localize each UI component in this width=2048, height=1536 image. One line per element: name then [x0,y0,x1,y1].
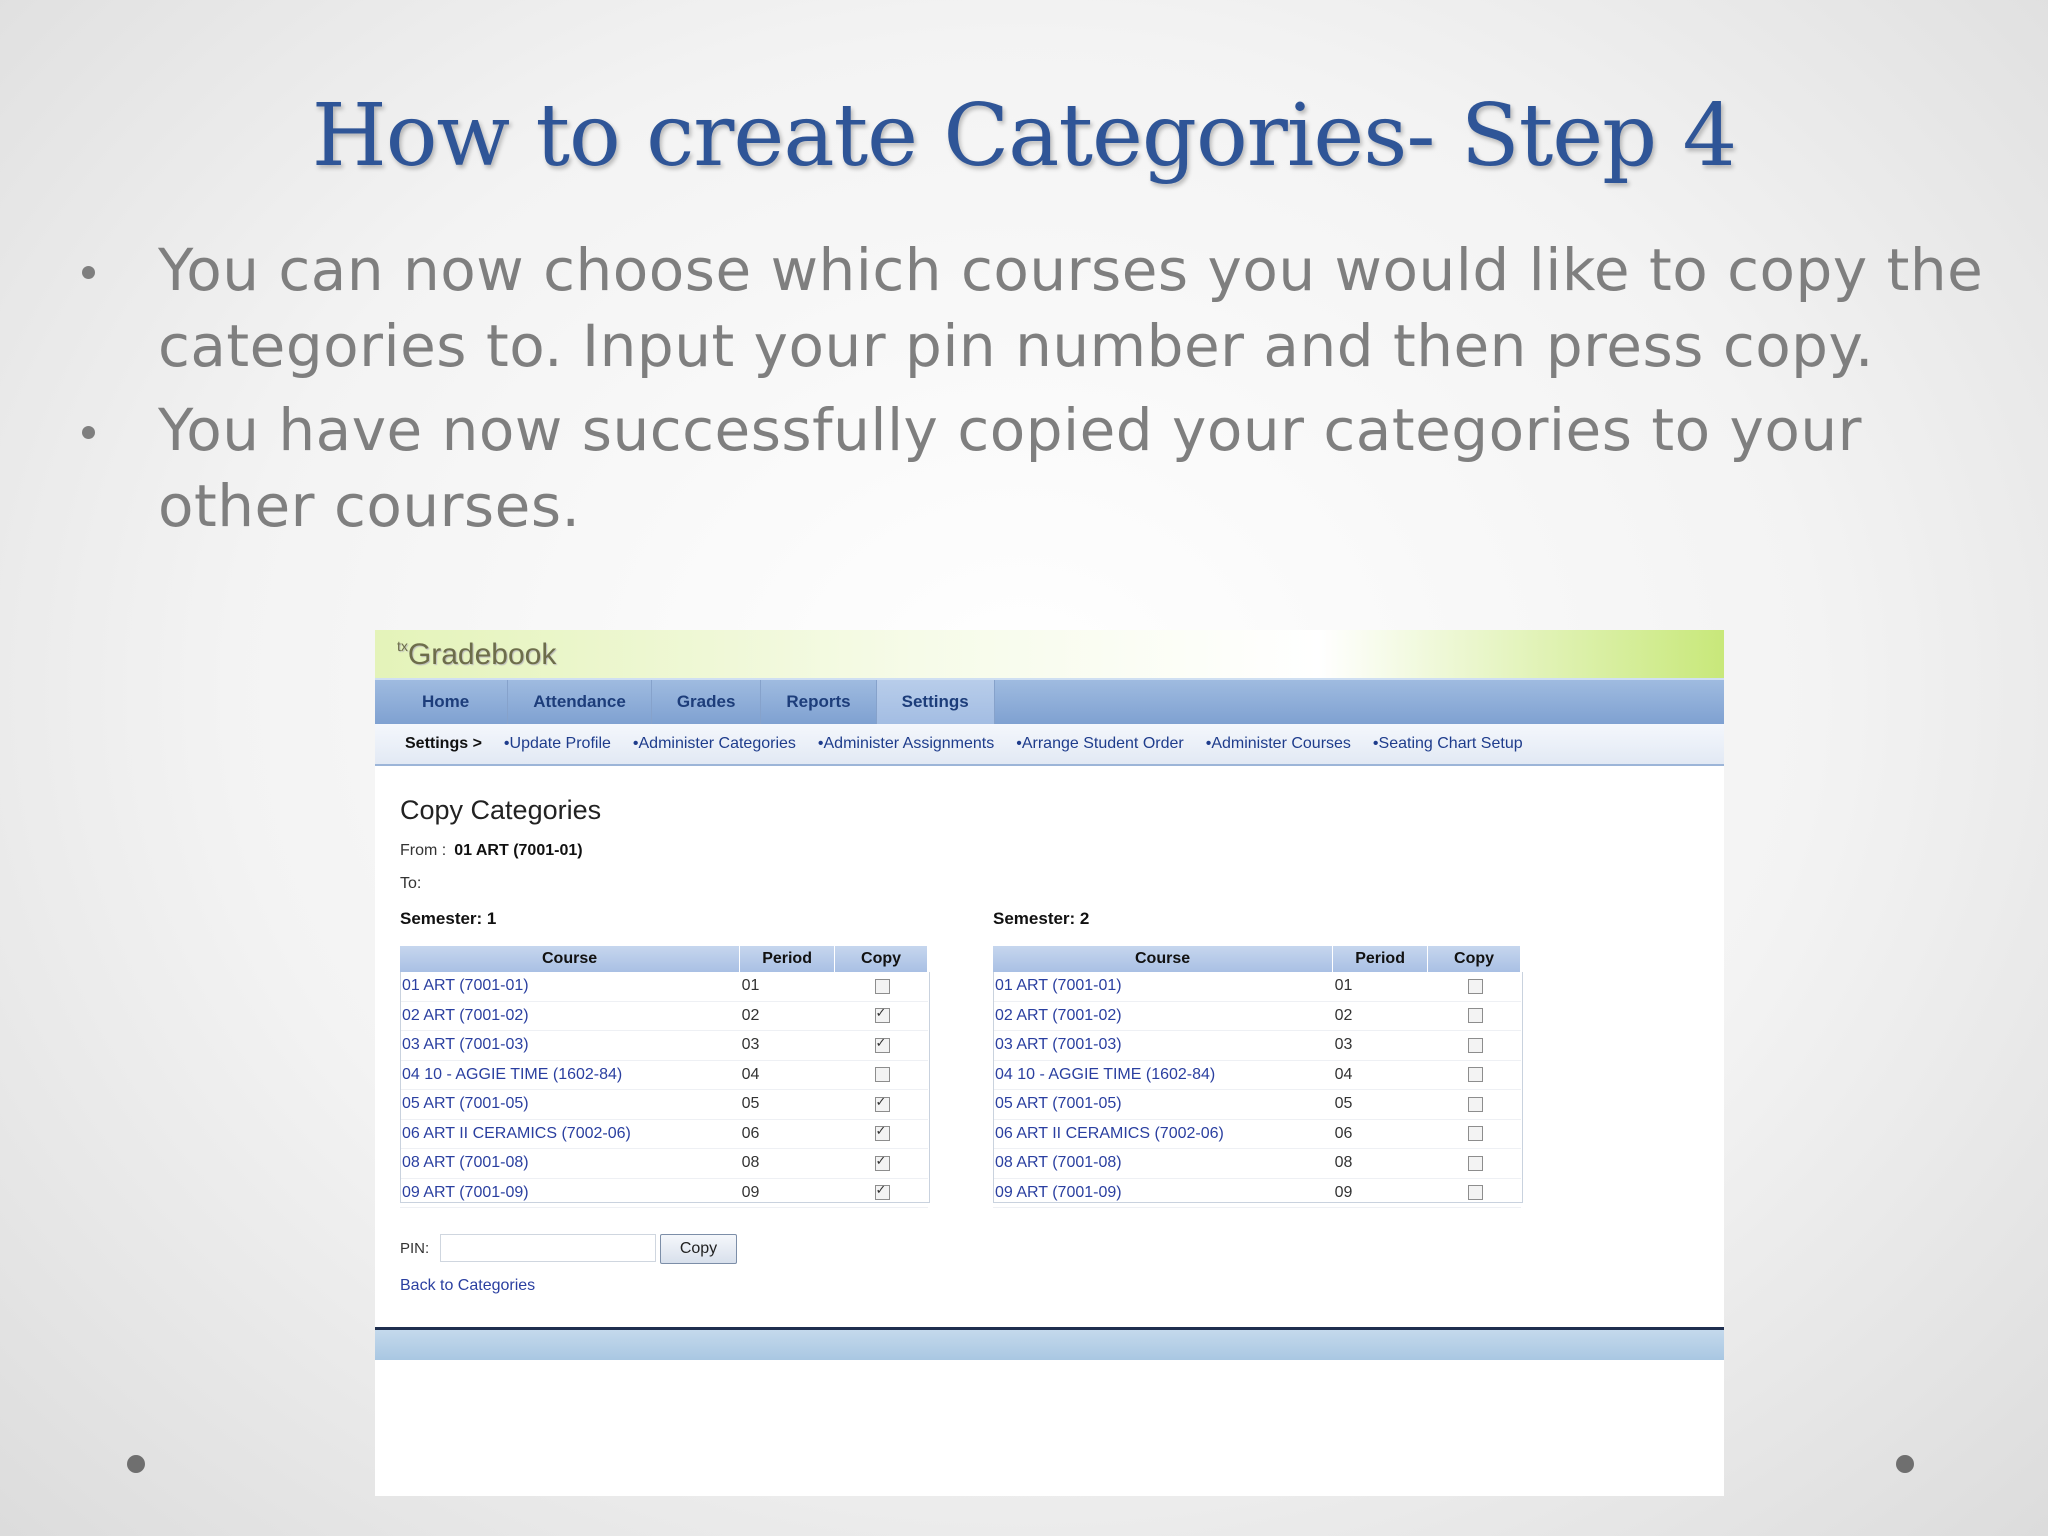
col-period: Period [740,946,835,972]
course-link[interactable]: 08 ART (7001-08) [400,1149,740,1179]
pin-input[interactable] [440,1234,656,1262]
tab-home[interactable]: Home [375,680,508,724]
col-copy: Copy [835,946,928,972]
course-link[interactable]: 01 ART (7001-01) [993,972,1333,1001]
gradebook-screenshot [375,630,1724,1496]
period-cell: 06 [1333,1119,1428,1149]
from-label: From : [400,842,447,859]
decorative-dot-icon [1896,1455,1914,1473]
slide-title: How to create Categories- Step 4 [311,86,1737,186]
period-cell: 03 [740,1031,835,1061]
subnav-lead: Settings > [405,735,482,752]
decorative-dot-icon [127,1455,145,1473]
period-cell: 02 [1333,1001,1428,1031]
bullet-text: You can now choose which courses you would like to copy the categories to. Input your pin number and then press copy. [158,236,1984,380]
period-cell: 09 [740,1178,835,1208]
tab-settings[interactable]: Settings [877,680,995,724]
period-cell: 04 [740,1060,835,1090]
tab-grades[interactable]: Grades [652,680,762,724]
period-cell: 08 [740,1149,835,1179]
period-cell: 01 [1333,972,1428,1001]
settings-subnav [375,724,1724,766]
period-cell: 01 [740,972,835,1001]
bullet-item [72,392,2012,544]
table-frame [993,972,1523,1203]
app-header [375,630,1724,678]
bullet-icon [82,426,95,439]
page-title: Copy Categories [400,795,602,825]
tab-attendance[interactable]: Attendance [508,680,652,724]
course-link[interactable]: 06 ART II CERAMICS (7002-06) [993,1119,1333,1149]
to-label: To: [400,875,422,892]
period-cell: 05 [740,1090,835,1120]
col-course: Course [993,946,1333,972]
period-cell: 08 [1333,1149,1428,1179]
course-link[interactable]: 05 ART (7001-05) [993,1090,1333,1120]
tab-reports[interactable]: Reports [761,680,876,724]
course-link[interactable]: 09 ART (7001-09) [400,1178,740,1208]
period-cell: 03 [1333,1031,1428,1061]
back-to-categories-link[interactable]: Back to Categories [400,1277,536,1294]
table-frame [400,972,930,1203]
app-footer [375,1330,1724,1360]
app-logo: $^{tx}$Gradebook [397,638,557,671]
subnav-seating-chart-setup[interactable]: •Seating Chart Setup [1372,735,1523,752]
col-period: Period [1333,946,1428,972]
course-link[interactable]: 02 ART (7001-02) [400,1001,740,1031]
course-link[interactable]: 04 10 - AGGIE TIME (1602-84) [400,1060,740,1090]
subnav-arrange-student-order[interactable]: •Arrange Student Order [1016,735,1184,752]
course-link[interactable]: 06 ART II CERAMICS (7002-06) [400,1119,740,1149]
period-cell: 09 [1333,1178,1428,1208]
pin-label: PIN: [400,1240,430,1257]
subnav-administer-courses[interactable]: •Administer Courses [1205,735,1351,752]
period-cell: 02 [740,1001,835,1031]
from-line [400,842,583,860]
main-nav [375,678,1724,724]
course-link[interactable]: 08 ART (7001-08) [993,1149,1333,1179]
semester-2-label: Semester: 2 [993,909,1090,928]
bullet-item [72,232,2012,384]
course-link[interactable]: 01 ART (7001-01) [400,972,740,1001]
course-link[interactable]: 05 ART (7001-05) [400,1090,740,1120]
bullet-list [72,232,2012,552]
col-course: Course [400,946,740,972]
subnav-update-profile[interactable]: •Update Profile [503,735,611,752]
course-link[interactable]: 04 10 - AGGIE TIME (1602-84) [993,1060,1333,1090]
bullet-icon [82,266,95,279]
course-link[interactable]: 03 ART (7001-03) [400,1031,740,1061]
course-link[interactable]: 09 ART (7001-09) [993,1178,1333,1208]
semester-1-label: Semester: 1 [400,909,497,928]
col-copy: Copy [1428,946,1521,972]
period-cell: 04 [1333,1060,1428,1090]
bullet-text: You have now successfully copied your categories to your other courses. [158,396,1862,540]
copy-button[interactable]: Copy [660,1234,737,1264]
subnav-administer-categories[interactable]: •Administer Categories [632,735,796,752]
from-value: 01 ART (7001-01) [454,842,583,859]
course-link[interactable]: 02 ART (7001-02) [993,1001,1333,1031]
subnav-administer-assignments[interactable]: •Administer Assignments [817,735,995,752]
period-cell: 05 [1333,1090,1428,1120]
period-cell: 06 [740,1119,835,1149]
course-link[interactable]: 03 ART (7001-03) [993,1031,1333,1061]
